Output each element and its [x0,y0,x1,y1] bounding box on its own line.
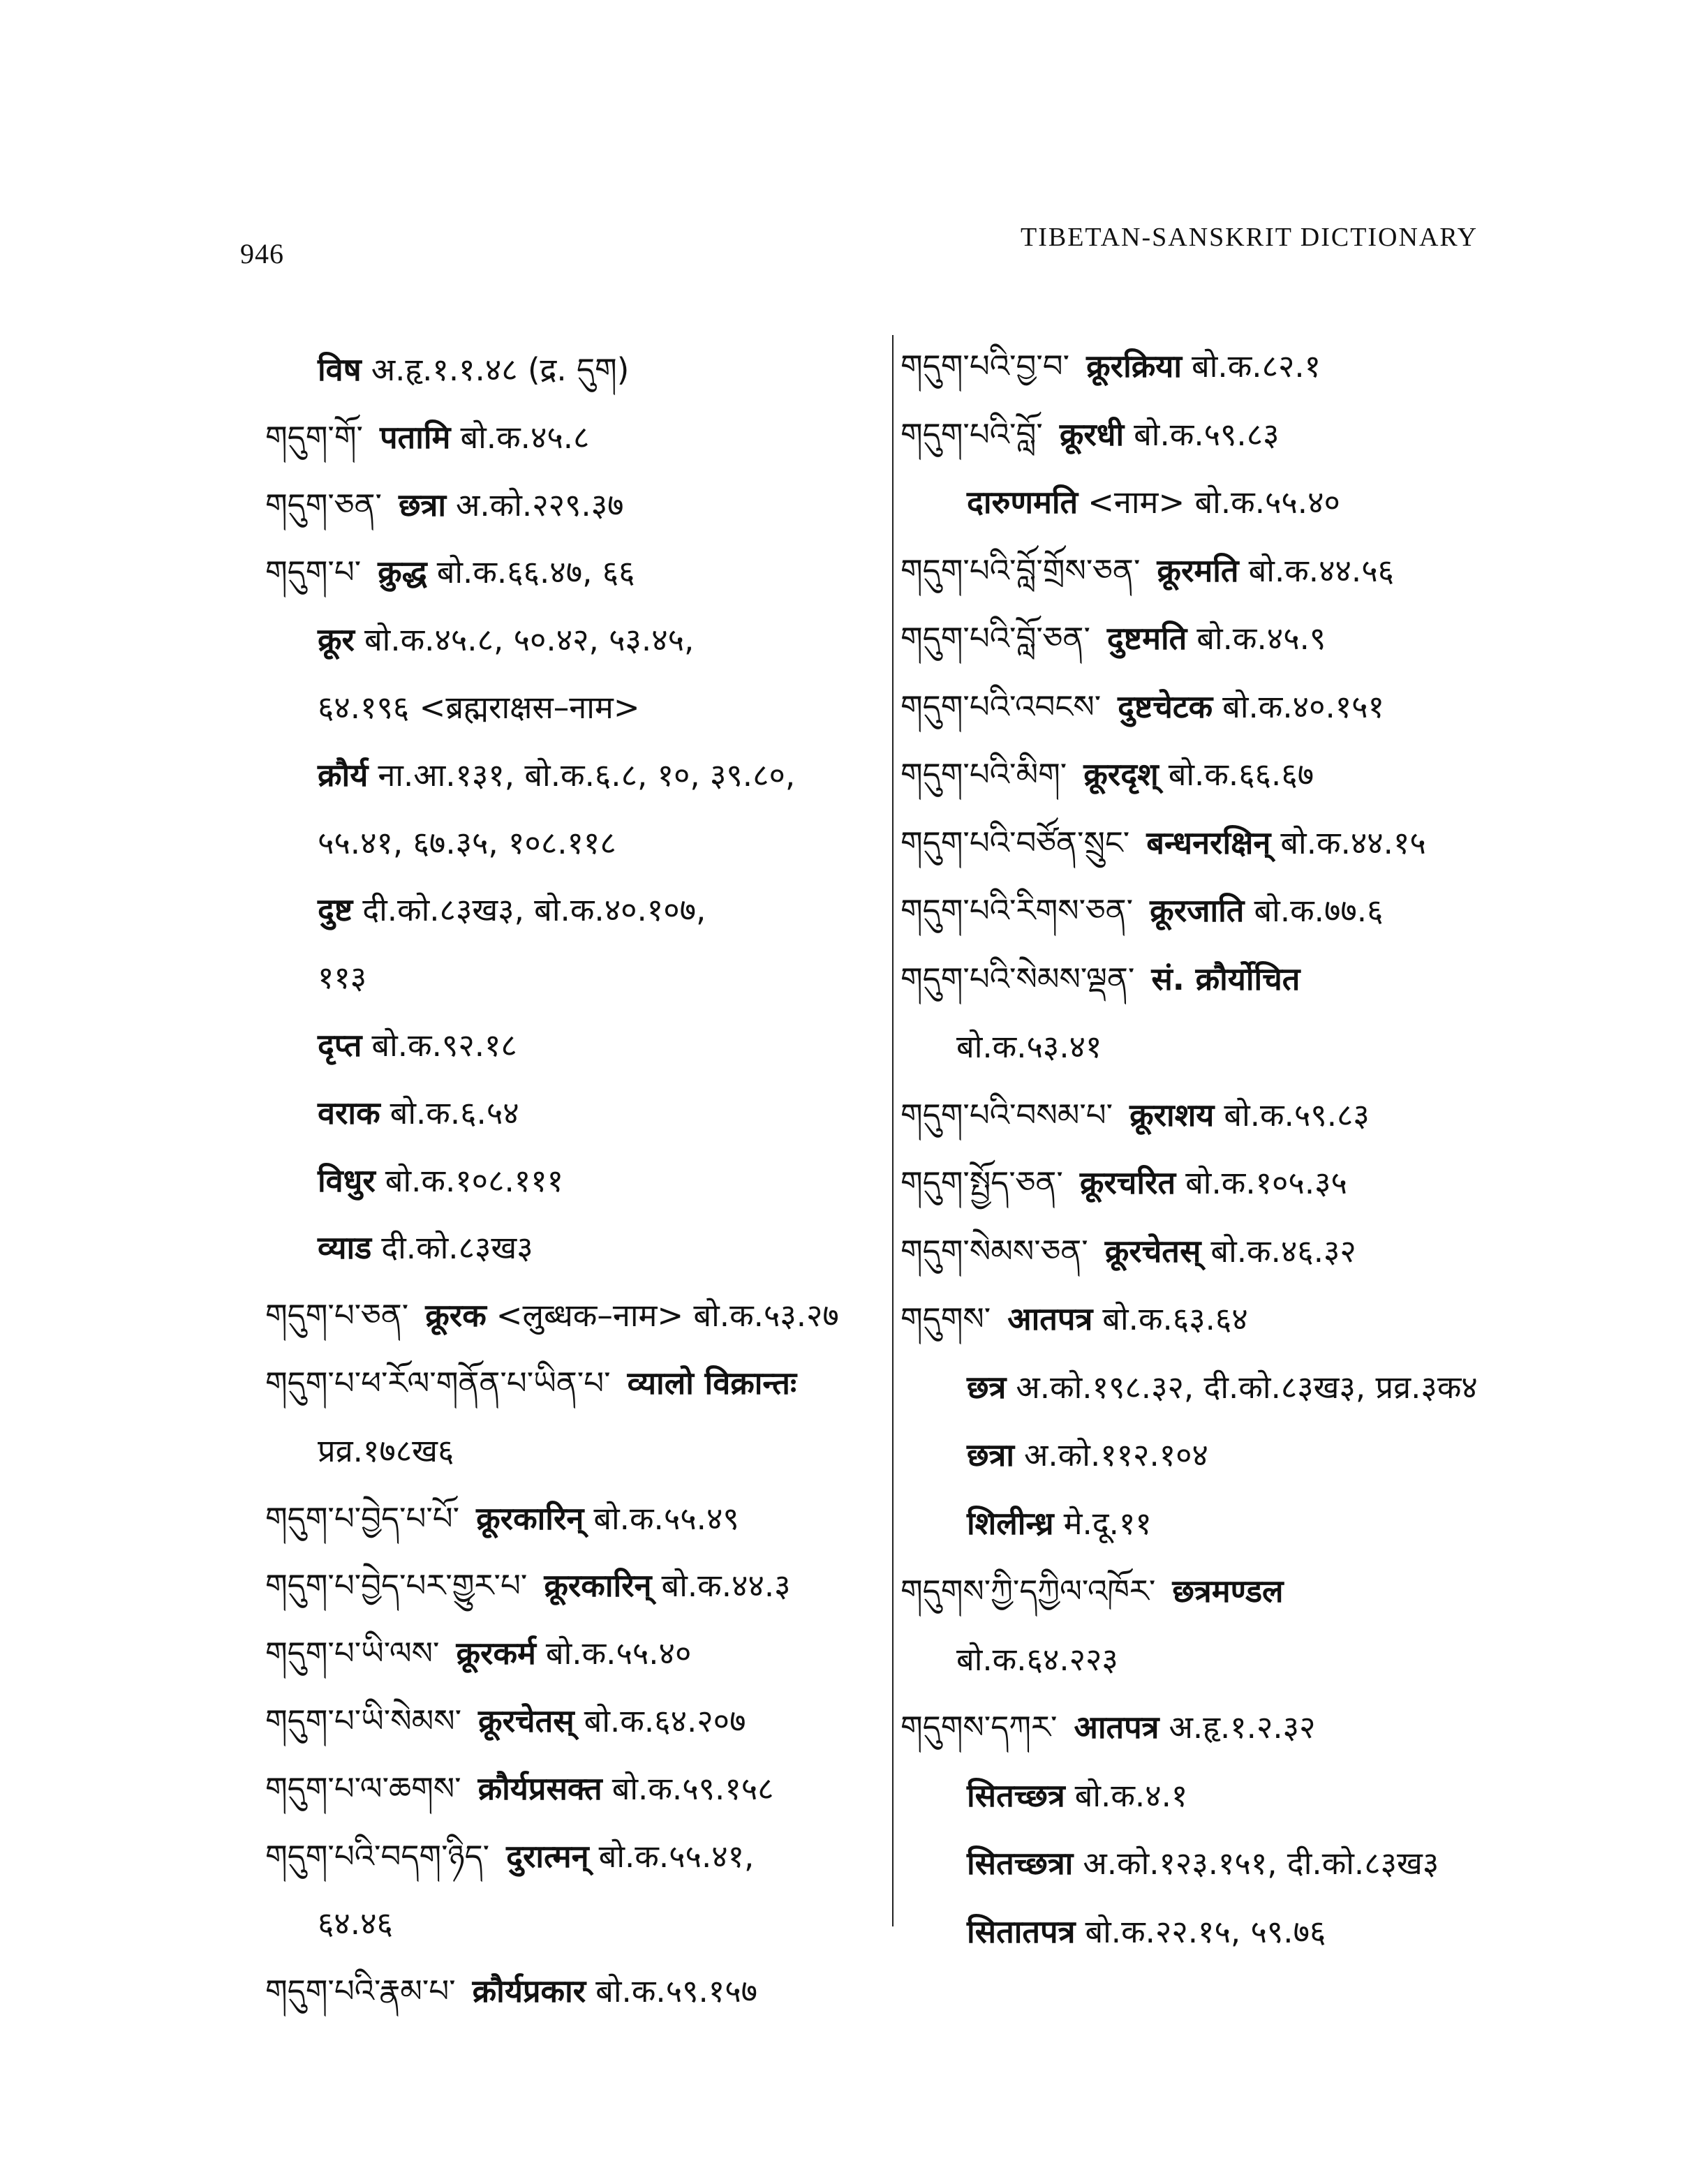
tibetan-headword: གདུག་པ་ལ་ཆགས་ [265,1769,461,1807]
source-reference: बो.क.४६.३२ [1210,1232,1356,1270]
entry-line [318,1160,563,1202]
sanskrit-equivalent: दुरात्मन् [506,1837,589,1875]
sanskrit-equivalent: आतपत्र [1074,1709,1159,1746]
entry-line [265,1565,791,1607]
entry-line [956,1026,1102,1068]
tibetan-headword: གདུགས་ [900,1300,991,1337]
source-reference: बो.क.७७.६ [1254,892,1384,929]
sanskrit-equivalent: वराक [318,1094,380,1131]
source-reference: बो.क.४.१ [1074,1776,1188,1814]
tibetan-headword: གདུག་པའི་བློ་ཅན་ [900,620,1090,657]
sanskrit-equivalent: विधुर [318,1161,376,1199]
source-reference: बो.क.५५.४१, [598,1837,755,1875]
entry-line [265,1970,757,2012]
sanskrit-equivalent: दुष्ट [318,891,353,929]
tibetan-headword: གདུག་པའི་བདག་ཉིད་ [265,1837,490,1875]
entry-line [900,346,1321,387]
sanskrit-equivalent: सितातपत्र [967,1912,1076,1950]
sanskrit-equivalent: दृप्त [318,1027,362,1064]
source-reference: बो.क.४०.१५१ [1222,688,1384,725]
source-reference: बो.क.४४.३ [661,1567,791,1605]
tibetan-headword: གདུག་པ་བྱེད་པ་པོ་ [265,1499,460,1537]
source-reference: बो.क.५३.४१ [956,1028,1102,1065]
sanskrit-equivalent: सितच्छत्रा [967,1845,1074,1882]
sanskrit-equivalent: क्रुद्ध [378,554,427,591]
source-reference: बो.क.५५.४९ [593,1499,739,1537]
source-reference: बो.क.१०५.३५ [1185,1164,1347,1201]
sanskrit-equivalent: क्रौर्यप्रकार [472,1973,586,2010]
entry-line [265,1768,774,1810]
source-reference: बो.क.९२.१८ [371,1027,517,1064]
sanskrit-equivalent: शिलीन्ध्र [967,1504,1054,1542]
source-reference: अ.को.१९८.३२, दी.को.८३ख३, प्रव्र.३क४ [1016,1368,1478,1406]
source-reference: अ.को.१२३.१५१, दी.को.८३ख३ [1083,1845,1439,1882]
sanskrit-equivalent: पतामि [380,418,451,456]
tibetan-headword: གདུག་ཅན་ [265,486,382,523]
source-reference: बो.क.६४.२०७ [584,1702,746,1739]
tibetan-headword: གདུག་པ་ཡི་ལས་ [265,1635,440,1672]
page-number: 946 [240,238,284,269]
source-reference: बो.क.६६.६७ [1168,756,1314,793]
sanskrit-equivalent: क्रूरकारिन् [476,1499,584,1537]
entry-line [318,889,706,931]
entry-line [900,1298,1248,1340]
tibetan-headword: གདུགས་ཀྱི་དཀྱིལ་འཁོར་ [900,1573,1156,1610]
entry-line [900,1162,1347,1204]
entry-line [265,1700,746,1742]
sanskrit-equivalent: सं. क्रौर्योचित [1151,960,1300,997]
source-reference: अ.को.११२.१०४ [1024,1436,1208,1473]
tibetan-headword: གདུག་སེམས་ཅན་ [900,1232,1088,1270]
source-reference: ना.आ.१३१, बो.क.६.८, १०, ३९.८०, [378,756,796,794]
source-reference: बो.क.४५.९ [1196,620,1326,657]
source-reference: ५५.४१, ६७.३५, १०८.११८ [318,824,616,861]
entry-line [265,417,589,459]
sanskrit-equivalent: क्रौर्यप्रसक्त [477,1769,602,1807]
tibetan-headword: གདུག་པའི་སེམས་ལྡན་ [900,960,1135,997]
tibetan-headword: གདུག་པ་ [265,554,362,591]
source-reference: अ.हृ.१.१.४८ (द्र. དུག) [371,351,630,388]
source-reference: बो.क.५९.१५७ [595,1973,757,2010]
entry-line [967,1367,1478,1409]
sanskrit-equivalent: क्रूरजाति [1150,892,1245,929]
sanskrit-equivalent: क्रूरदृश् [1083,756,1159,793]
tibetan-headword: གདུག་པ་བྱེད་པར་གྱུར་པ་ [265,1567,528,1605]
tibetan-headword: གདུག་པའི་མིག་ [900,756,1067,793]
sanskrit-equivalent: क्रूरक [425,1297,487,1335]
entry-line [318,687,640,729]
entry-line [900,618,1326,660]
entry-line [318,1903,393,1945]
entry-line [265,1498,739,1540]
sanskrit-equivalent: दुष्टमति [1106,620,1187,657]
sanskrit-equivalent: आतपत्र [1007,1300,1093,1337]
source-reference: अ.हृ.१.२.३२ [1169,1709,1316,1746]
source-reference: बो.क.५५.४० [545,1635,692,1672]
source-reference: ६४.४६ [318,1905,393,1942]
tibetan-headword: གདུག་གོ་ [265,418,363,456]
entry-line [318,957,366,999]
tibetan-headword: གདུག་པ་ཅན་ [265,1297,409,1335]
source-reference: बो.क.४४.१५ [1280,824,1426,861]
entry-line [318,1227,533,1269]
tibetan-headword: གདུག་པའི་བློ་ [900,415,1043,453]
source-reference: ११३ [318,959,367,997]
sanskrit-equivalent: दुष्टचेटक [1118,688,1213,725]
entry-line [900,822,1426,864]
column-divider [892,335,894,1926]
entry-line [967,1775,1187,1817]
tibetan-headword: གདུག་པའི་བྱ་བ་ [900,348,1070,385]
sanskrit-equivalent: क्रूरधी [1059,415,1125,453]
entry-line [967,1843,1439,1885]
sanskrit-equivalent: क्रौर्य [318,756,369,794]
sanskrit-equivalent: क्रूरमति [1157,551,1239,589]
source-reference: बो.क.४५.८, ५०.४२, ५३.४५, [364,621,695,659]
tibetan-headword: གདུག་པའི་རིགས་ཅན་ [900,892,1134,929]
tibetan-headword: གདུག་པའི་བསམ་པ་ [900,1096,1113,1134]
entry-line [900,1570,1294,1612]
sanskrit-equivalent: क्रूरक्रिया [1086,348,1183,385]
entry-line [900,1231,1356,1272]
sanskrit-equivalent: छत्रमण्डल [1172,1573,1284,1610]
entry-line [318,1092,519,1134]
entry-line [967,482,1340,523]
entry-line [956,1639,1118,1681]
sanskrit-equivalent: बन्धनरक्षिन् [1146,824,1271,861]
entry-line [967,1503,1152,1545]
source-reference: बो.क.१०८.१११ [385,1161,563,1199]
source-reference: प्रव्र.१७८ख६ [318,1432,454,1469]
entry-line [318,822,616,864]
source-reference: ६४.१९६ <ब्रह्मराक्षस–नाम> [318,689,640,726]
source-reference: बो.क.६.५४ [390,1094,519,1131]
source-reference: बो.क.६६.४७, ६६ [436,554,635,591]
sanskrit-equivalent: क्रूराशय [1129,1096,1215,1134]
sanskrit-equivalent: क्रूरचेतस् [1104,1232,1201,1270]
sanskrit-equivalent: छत्रा [967,1436,1015,1473]
entry-line [265,551,635,593]
entry-line [900,550,1394,592]
source-reference: बो.क.४४.५६ [1248,551,1395,589]
tibetan-headword: གདུག་པ་ཡི་སེམས་ [265,1702,462,1739]
entry-line [900,414,1280,456]
sanskrit-equivalent: क्रूरचरित [1079,1164,1176,1201]
source-reference: बो.क.२२.१५, ५९.७६ [1085,1912,1326,1950]
sanskrit-equivalent: क्रूरकारिन् [544,1567,652,1605]
tibetan-headword: གདུག་པའི་བཙོན་སྲུང་ [900,824,1130,861]
source-reference: बो.क.५९.८३ [1134,415,1280,453]
sanskrit-equivalent: छत्र [967,1368,1007,1406]
entry-line [318,619,694,661]
entry-line [265,1362,806,1404]
sanskrit-equivalent: विष [318,351,362,388]
running-head: TIBETAN-SANSKRIT DICTIONARY [1021,223,1478,252]
source-reference: बो.क.५९.८३ [1224,1096,1370,1134]
tibetan-headword: གདུག་པ་ཕ་རོལ་གནོན་པ་ཡིན་པ་ [265,1365,611,1402]
entry-line [900,754,1314,796]
sanskrit-equivalent: क्रूर [318,621,355,659]
entry-line [265,1295,839,1337]
tibetan-headword: གདུག་པའི་རྣམ་པ་ [265,1973,456,2010]
entry-line [318,1430,454,1472]
sanskrit-equivalent: क्रूरकर्म [456,1635,536,1672]
entry-line [900,1707,1315,1748]
source-reference: अ.को.२२९.३७ [456,486,624,523]
entry-line [900,686,1384,728]
entry-line [318,755,795,796]
source-reference: बो.क.८२.१ [1192,348,1321,385]
source-reference: दी.को.८३ख३ [381,1229,533,1267]
sanskrit-equivalent: छत्रा [398,486,446,523]
entry-line [900,1094,1370,1136]
source-reference: बो.क.४५.८ [460,418,590,456]
entry-line [967,1911,1326,1953]
entry-line [265,484,624,526]
source-reference: <लुब्धक–नाम> बो.क.५३.२७ [496,1297,839,1335]
sanskrit-equivalent: व्याड [318,1229,372,1267]
source-reference: <नाम> बो.क.५५.४० [1088,484,1340,521]
tibetan-headword: གདུགས་དཀར་ [900,1709,1058,1746]
source-reference: मे.दू.११ [1063,1504,1152,1542]
sanskrit-equivalent: व्यालो विक्रान्तः [627,1365,797,1402]
tibetan-headword: གདུག་པའི་འབངས་ [900,688,1102,725]
entry-line [318,1025,517,1067]
entry-line [318,349,629,391]
source-reference: बो.क.६३.६४ [1102,1300,1248,1337]
sanskrit-equivalent: सितच्छत्र [967,1776,1065,1814]
source-reference: बो.क.६४.२२३ [956,1640,1118,1678]
tibetan-headword: གདུག་སྤྱོད་ཅན་ [900,1164,1063,1201]
sanskrit-equivalent: दारुणमति [967,484,1079,521]
source-reference: दी.को.८३ख३, बो.क.४०.१०७, [362,891,706,929]
source-reference: बो.क.५९.१५८ [611,1769,774,1807]
entry-line [967,1434,1208,1476]
entry-line [900,958,1310,1000]
entry-line [265,1836,754,1878]
sanskrit-equivalent: क्रूरचेतस् [478,1702,575,1739]
entry-line [265,1633,691,1674]
tibetan-headword: གདུག་པའི་བློ་གྲོས་ཅན་ [900,551,1141,589]
entry-line [900,890,1384,932]
